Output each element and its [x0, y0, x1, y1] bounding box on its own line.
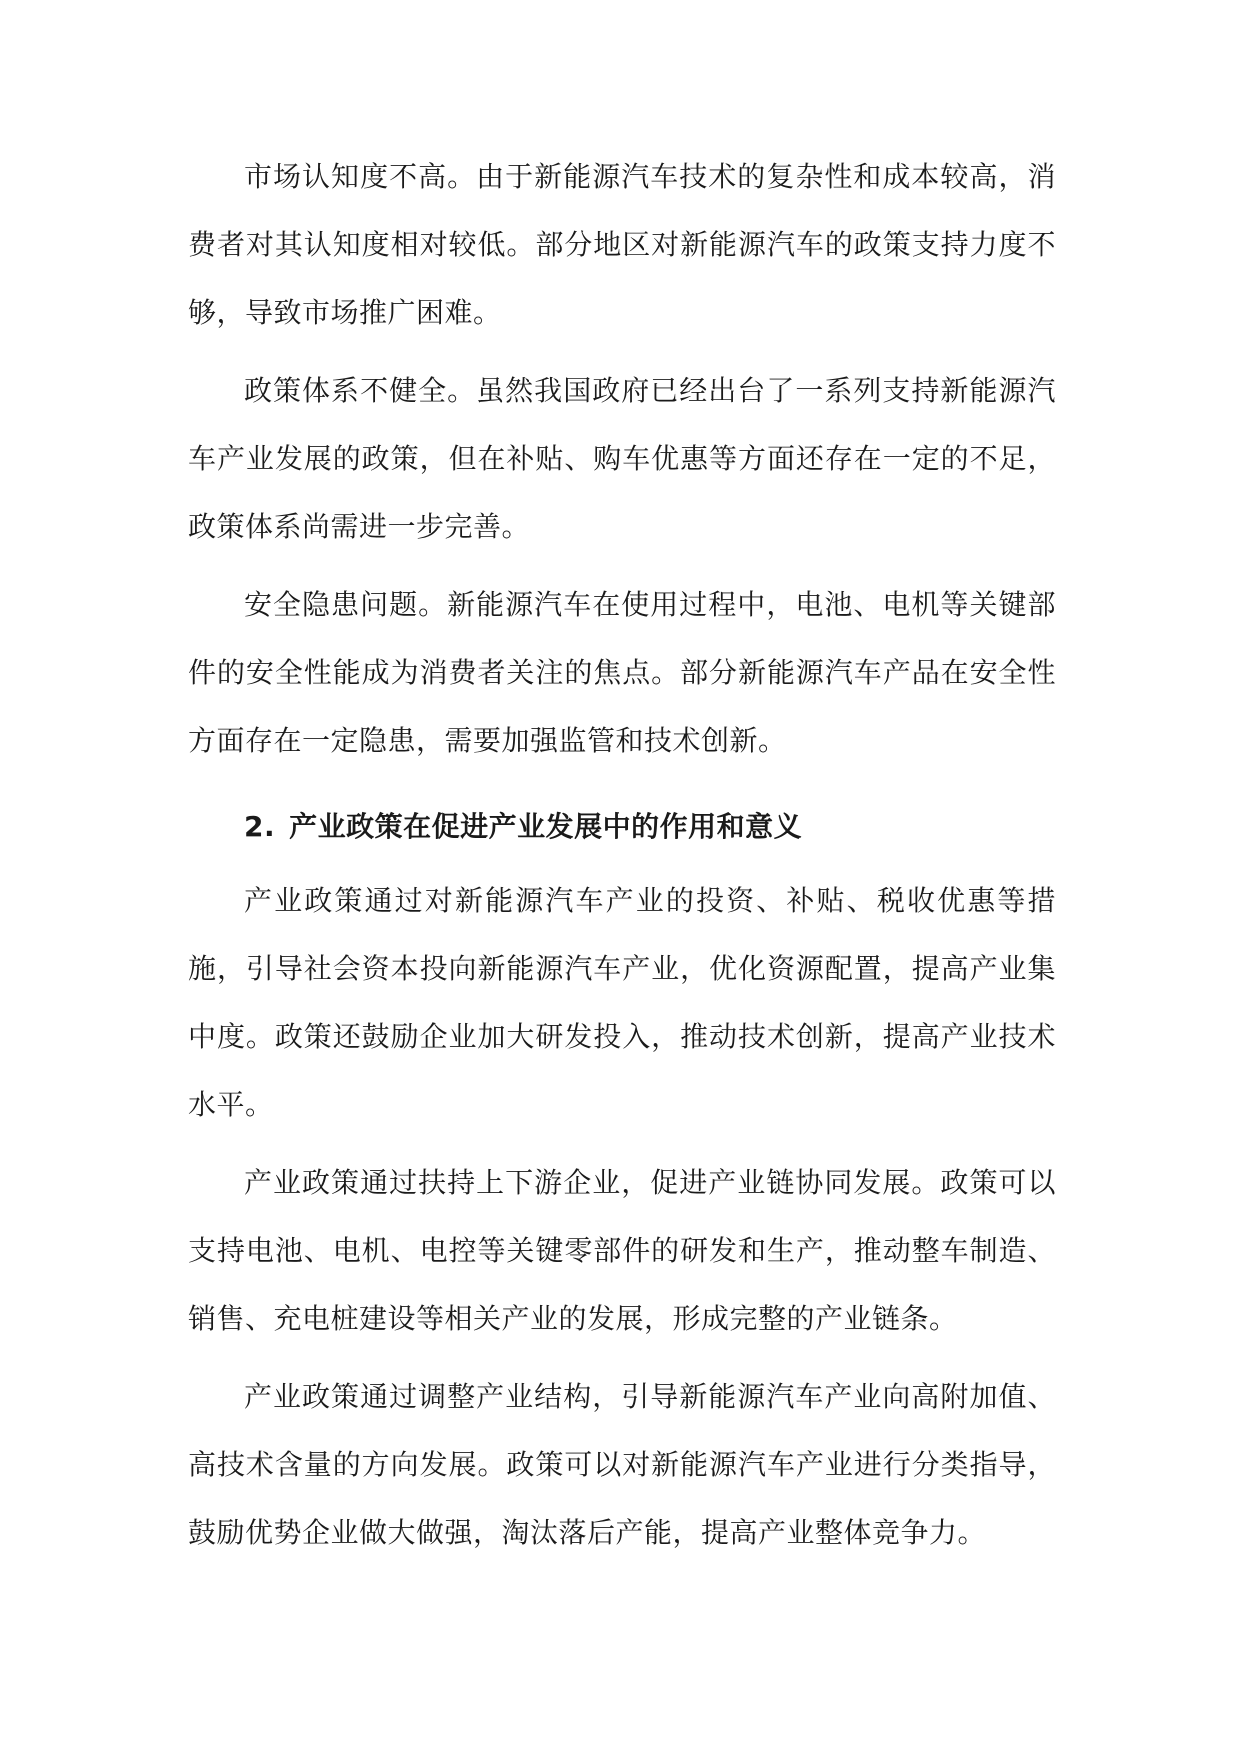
paragraph-market-awareness: 市场认知度不高。由于新能源汽车技术的复杂性和成本较高，消费者对其认知度相对较低。部分地区对新能源汽车的政策支持力度不够，导致市场推广困难。: [188, 160, 1056, 329]
paragraph-policy-system: 政策体系不健全。虽然我国政府已经出台了一系列支持新能源汽车产业发展的政策，但在补贴、购车优惠等方面还存在一定的不足，政策体系尚需进一步完善。: [188, 374, 1056, 543]
section-heading: [188, 793, 1056, 861]
document-body: [188, 143, 1056, 1577]
paragraph-safety-hazards: 安全隐患问题。新能源汽车在使用过程中，电池、电机等关键部件的安全性能成为消费者关注的焦点。部分新能源汽车产品在安全性方面存在一定隐患，需要加强监管和技术创新。: [188, 588, 1056, 757]
paragraph-investment-subsidy: 产业政策通过对新能源汽车产业的投资、补贴、税收优惠等措施，引导社会资本投向新能源汽车产业，优化资源配置，提高产业集中度。政策还鼓励企业加大研发投入，推动技术创新，提高产业技术水平。: [188, 884, 1056, 1121]
section-number: 2.: [244, 810, 276, 843]
section-title: 产业政策在促进产业发展中的作用和意义: [289, 810, 803, 843]
paragraph-industry-chain: 产业政策通过扶持上下游企业，促进产业链协同发展。政策可以支持电池、电机、电控等关键零部件的研发和生产，推动整车制造、销售、充电桩建设等相关产业的发展，形成完整的产业链条。: [188, 1166, 1056, 1335]
paragraph-industry-structure: 产业政策通过调整产业结构，引导新能源汽车产业向高附加值、高技术含量的方向发展。政策可以对新能源汽车产业进行分类指导，鼓励优势企业做大做强，淘汰落后产能，提高产业整体竞争力。: [188, 1380, 1056, 1549]
